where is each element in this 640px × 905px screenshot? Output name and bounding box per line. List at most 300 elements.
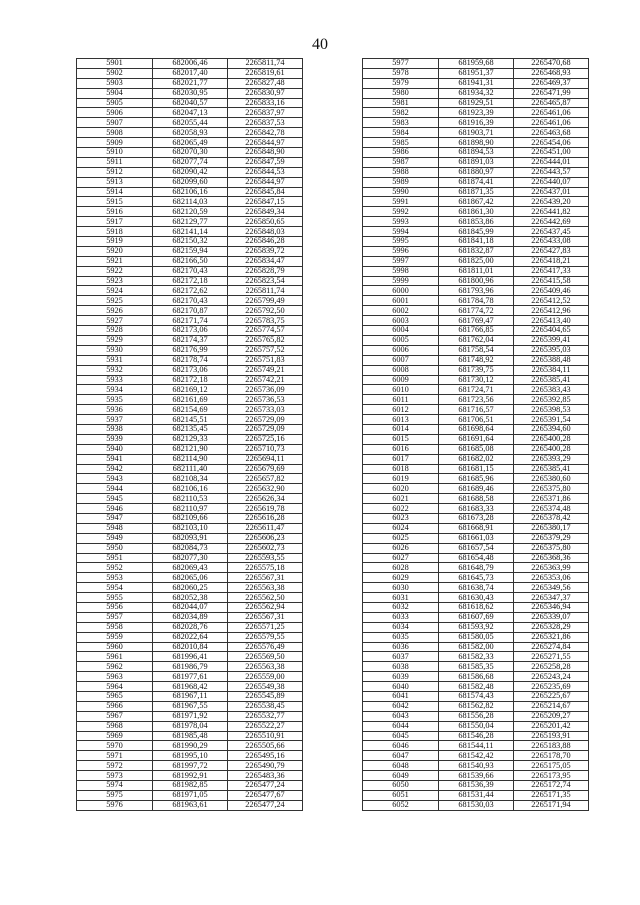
y-coordinate-cell: 2265391,54 — [514, 415, 589, 425]
point-number-cell: 6040 — [363, 682, 439, 692]
point-number-cell: 5964 — [77, 682, 153, 692]
point-number-cell: 5908 — [77, 128, 153, 138]
y-coordinate-cell: 2265616,28 — [228, 513, 303, 523]
table-row — [77, 494, 303, 504]
y-coordinate-cell: 2265328,29 — [514, 622, 589, 632]
x-coordinate-cell: 681916,39 — [439, 118, 514, 128]
x-coordinate-cell: 682047,13 — [153, 108, 228, 118]
y-coordinate-cell: 2265567,31 — [228, 612, 303, 622]
y-coordinate-cell: 2265400,28 — [514, 444, 589, 454]
table-row — [363, 513, 589, 523]
x-coordinate-cell: 681894,53 — [439, 148, 514, 158]
table-row — [77, 118, 303, 128]
table-row — [363, 375, 589, 385]
x-coordinate-cell: 681681,15 — [439, 464, 514, 474]
x-coordinate-cell: 681774,72 — [439, 306, 514, 316]
point-number-cell: 6050 — [363, 781, 439, 791]
point-number-cell: 5946 — [77, 504, 153, 514]
x-coordinate-cell: 681542,42 — [439, 751, 514, 761]
table-row — [77, 365, 303, 375]
y-coordinate-cell: 2265444,01 — [514, 157, 589, 167]
point-number-cell: 6042 — [363, 701, 439, 711]
point-number-cell: 5923 — [77, 276, 153, 286]
table-row — [363, 771, 589, 781]
x-coordinate-cell: 682161,69 — [153, 395, 228, 405]
y-coordinate-cell: 2265833,16 — [228, 98, 303, 108]
x-coordinate-cell: 681691,64 — [439, 434, 514, 444]
table-row — [363, 276, 589, 286]
point-number-cell: 5915 — [77, 197, 153, 207]
point-number-cell: 5973 — [77, 771, 153, 781]
table-row — [77, 672, 303, 682]
point-number-cell: 5914 — [77, 187, 153, 197]
point-number-cell: 6033 — [363, 612, 439, 622]
y-coordinate-cell: 2265811,74 — [228, 59, 303, 69]
table-row — [77, 652, 303, 662]
point-number-cell: 6034 — [363, 622, 439, 632]
point-number-cell: 5919 — [77, 237, 153, 247]
y-coordinate-cell: 2265757,52 — [228, 345, 303, 355]
x-coordinate-cell: 681748,92 — [439, 355, 514, 365]
y-coordinate-cell: 2265823,54 — [228, 276, 303, 286]
x-coordinate-cell: 682172,18 — [153, 375, 228, 385]
y-coordinate-cell: 2265579,55 — [228, 632, 303, 642]
x-coordinate-cell: 682052,38 — [153, 593, 228, 603]
table-row — [77, 553, 303, 563]
point-number-cell: 5999 — [363, 276, 439, 286]
table-row — [363, 622, 589, 632]
y-coordinate-cell: 2265837,53 — [228, 118, 303, 128]
x-coordinate-cell: 681784,78 — [439, 296, 514, 306]
x-coordinate-cell: 681800,96 — [439, 276, 514, 286]
table-row — [77, 276, 303, 286]
table-row — [77, 622, 303, 632]
y-coordinate-cell: 2265847,59 — [228, 157, 303, 167]
x-coordinate-cell: 681688,58 — [439, 494, 514, 504]
table-row — [77, 59, 303, 69]
point-number-cell: 5936 — [77, 405, 153, 415]
y-coordinate-cell: 2265792,50 — [228, 306, 303, 316]
x-coordinate-cell: 681582,33 — [439, 652, 514, 662]
table-row — [77, 177, 303, 187]
x-coordinate-cell: 681683,33 — [439, 504, 514, 514]
table-row — [363, 415, 589, 425]
point-number-cell: 5905 — [77, 98, 153, 108]
point-number-cell: 5989 — [363, 177, 439, 187]
table-row — [363, 197, 589, 207]
x-coordinate-cell: 681995,10 — [153, 751, 228, 761]
table-row — [77, 563, 303, 573]
y-coordinate-cell: 2265845,84 — [228, 187, 303, 197]
point-number-cell: 6032 — [363, 602, 439, 612]
y-coordinate-cell: 2265729,09 — [228, 415, 303, 425]
point-number-cell: 5931 — [77, 355, 153, 365]
y-coordinate-cell: 2265710,73 — [228, 444, 303, 454]
table-row — [77, 543, 303, 553]
table-row — [363, 642, 589, 652]
point-number-cell: 6024 — [363, 523, 439, 533]
point-number-cell: 6043 — [363, 711, 439, 721]
point-number-cell: 5958 — [77, 622, 153, 632]
point-number-cell: 6025 — [363, 533, 439, 543]
point-number-cell: 5948 — [77, 523, 153, 533]
x-coordinate-cell: 681682,02 — [439, 454, 514, 464]
point-number-cell: 6008 — [363, 365, 439, 375]
table-row — [363, 355, 589, 365]
y-coordinate-cell: 2265375,80 — [514, 484, 589, 494]
table-row — [363, 306, 589, 316]
y-coordinate-cell: 2265175,05 — [514, 761, 589, 771]
table-row — [363, 523, 589, 533]
point-number-cell: 6044 — [363, 721, 439, 731]
x-coordinate-cell: 681963,61 — [153, 800, 228, 810]
point-number-cell: 6029 — [363, 573, 439, 583]
x-coordinate-cell: 681951,37 — [439, 68, 514, 78]
x-coordinate-cell: 682030,95 — [153, 88, 228, 98]
table-row — [77, 128, 303, 138]
point-number-cell: 6052 — [363, 800, 439, 810]
x-coordinate-cell: 681556,28 — [439, 711, 514, 721]
table-row — [77, 602, 303, 612]
x-coordinate-cell: 681903,71 — [439, 128, 514, 138]
point-number-cell: 6005 — [363, 335, 439, 345]
table-row — [363, 335, 589, 345]
y-coordinate-cell: 2265844,97 — [228, 177, 303, 187]
y-coordinate-cell: 2265575,18 — [228, 563, 303, 573]
point-number-cell: 6000 — [363, 286, 439, 296]
y-coordinate-cell: 2265490,79 — [228, 761, 303, 771]
y-coordinate-cell: 2265442,69 — [514, 217, 589, 227]
y-coordinate-cell: 2265811,74 — [228, 286, 303, 296]
y-coordinate-cell: 2265384,11 — [514, 365, 589, 375]
y-coordinate-cell: 2265441,82 — [514, 207, 589, 217]
x-coordinate-cell: 682173,06 — [153, 365, 228, 375]
table-row — [77, 326, 303, 336]
y-coordinate-cell: 2265353,06 — [514, 573, 589, 583]
x-coordinate-cell: 681977,61 — [153, 672, 228, 682]
y-coordinate-cell: 2265469,37 — [514, 78, 589, 88]
y-coordinate-cell: 2265225,67 — [514, 692, 589, 702]
x-coordinate-cell: 682159,94 — [153, 246, 228, 256]
point-number-cell: 6021 — [363, 494, 439, 504]
y-coordinate-cell: 2265465,87 — [514, 98, 589, 108]
point-number-cell: 5974 — [77, 781, 153, 791]
x-coordinate-cell: 682173,06 — [153, 326, 228, 336]
table-row — [77, 424, 303, 434]
x-coordinate-cell: 681971,05 — [153, 790, 228, 800]
x-coordinate-cell: 681562,82 — [439, 701, 514, 711]
y-coordinate-cell: 2265172,74 — [514, 781, 589, 791]
x-coordinate-cell: 681871,35 — [439, 187, 514, 197]
point-number-cell: 6026 — [363, 543, 439, 553]
x-coordinate-cell: 681550,04 — [439, 721, 514, 731]
table-row — [77, 345, 303, 355]
y-coordinate-cell: 2265751,83 — [228, 355, 303, 365]
table-row — [77, 632, 303, 642]
table-row — [363, 128, 589, 138]
y-coordinate-cell: 2265178,70 — [514, 751, 589, 761]
y-coordinate-cell: 2265470,68 — [514, 59, 589, 69]
table-row — [77, 316, 303, 326]
y-coordinate-cell: 2265611,47 — [228, 523, 303, 533]
x-coordinate-cell: 681638,74 — [439, 583, 514, 593]
point-number-cell: 6051 — [363, 790, 439, 800]
point-number-cell: 5960 — [77, 642, 153, 652]
point-number-cell: 6047 — [363, 751, 439, 761]
y-coordinate-cell: 2265849,34 — [228, 207, 303, 217]
y-coordinate-cell: 2265532,77 — [228, 711, 303, 721]
y-coordinate-cell: 2265471,99 — [514, 88, 589, 98]
point-number-cell: 5987 — [363, 157, 439, 167]
point-number-cell: 6017 — [363, 454, 439, 464]
table-row — [77, 790, 303, 800]
point-number-cell: 5929 — [77, 335, 153, 345]
point-number-cell: 5950 — [77, 543, 153, 553]
table-row — [363, 266, 589, 276]
x-coordinate-cell: 682021,77 — [153, 78, 228, 88]
table-row — [77, 474, 303, 484]
y-coordinate-cell: 2265183,88 — [514, 741, 589, 751]
table-row — [363, 365, 589, 375]
table-row — [363, 563, 589, 573]
point-number-cell: 5995 — [363, 237, 439, 247]
x-coordinate-cell: 682034,89 — [153, 612, 228, 622]
table-row — [77, 593, 303, 603]
y-coordinate-cell: 2265454,06 — [514, 138, 589, 148]
table-row — [363, 405, 589, 415]
point-number-cell: 5921 — [77, 256, 153, 266]
table-row — [363, 484, 589, 494]
point-number-cell: 6010 — [363, 385, 439, 395]
y-coordinate-cell: 2265819,61 — [228, 68, 303, 78]
y-coordinate-cell: 2265463,68 — [514, 128, 589, 138]
point-number-cell: 6019 — [363, 474, 439, 484]
y-coordinate-cell: 2265694,11 — [228, 454, 303, 464]
x-coordinate-cell: 681607,69 — [439, 612, 514, 622]
x-coordinate-cell: 681661,03 — [439, 533, 514, 543]
table-row — [363, 326, 589, 336]
point-number-cell: 6045 — [363, 731, 439, 741]
table-row — [77, 761, 303, 771]
point-number-cell: 6018 — [363, 464, 439, 474]
x-coordinate-cell: 681593,92 — [439, 622, 514, 632]
x-coordinate-cell: 681630,43 — [439, 593, 514, 603]
table-row — [77, 335, 303, 345]
x-coordinate-cell: 681898,90 — [439, 138, 514, 148]
table-row — [77, 157, 303, 167]
table-row — [363, 553, 589, 563]
x-coordinate-cell: 682106,16 — [153, 187, 228, 197]
x-coordinate-cell: 681968,42 — [153, 682, 228, 692]
point-number-cell: 6014 — [363, 424, 439, 434]
table-row — [363, 504, 589, 514]
x-coordinate-cell: 682169,12 — [153, 385, 228, 395]
point-number-cell: 5935 — [77, 395, 153, 405]
point-number-cell: 5978 — [363, 68, 439, 78]
y-coordinate-cell: 2265388,48 — [514, 355, 589, 365]
x-coordinate-cell: 681618,62 — [439, 602, 514, 612]
x-coordinate-cell: 682028,76 — [153, 622, 228, 632]
point-number-cell: 5944 — [77, 484, 153, 494]
point-number-cell: 5928 — [77, 326, 153, 336]
point-number-cell: 5957 — [77, 612, 153, 622]
table-row — [363, 118, 589, 128]
x-coordinate-cell: 682114,90 — [153, 454, 228, 464]
table-row — [77, 167, 303, 177]
table-row — [77, 434, 303, 444]
x-coordinate-cell: 682110,97 — [153, 504, 228, 514]
y-coordinate-cell: 2265201,42 — [514, 721, 589, 731]
point-number-cell: 5945 — [77, 494, 153, 504]
table-row — [363, 731, 589, 741]
point-number-cell: 6016 — [363, 444, 439, 454]
x-coordinate-cell: 681724,71 — [439, 385, 514, 395]
x-coordinate-cell: 681941,31 — [439, 78, 514, 88]
table-row — [77, 771, 303, 781]
x-coordinate-cell: 682110,53 — [153, 494, 228, 504]
x-coordinate-cell: 681992,91 — [153, 771, 228, 781]
x-coordinate-cell: 682129,33 — [153, 434, 228, 444]
x-coordinate-cell: 681880,97 — [439, 167, 514, 177]
table-row — [363, 345, 589, 355]
y-coordinate-cell: 2265848,03 — [228, 227, 303, 237]
point-number-cell: 6011 — [363, 395, 439, 405]
point-number-cell: 6007 — [363, 355, 439, 365]
x-coordinate-cell: 681544,11 — [439, 741, 514, 751]
x-coordinate-cell: 682178,74 — [153, 355, 228, 365]
table-row — [363, 672, 589, 682]
x-coordinate-cell: 681582,00 — [439, 642, 514, 652]
x-coordinate-cell: 681531,44 — [439, 790, 514, 800]
table-row — [363, 108, 589, 118]
point-number-cell: 5959 — [77, 632, 153, 642]
point-number-cell: 6009 — [363, 375, 439, 385]
point-number-cell: 6012 — [363, 405, 439, 415]
table-row — [363, 662, 589, 672]
point-number-cell: 5992 — [363, 207, 439, 217]
x-coordinate-cell: 681673,28 — [439, 513, 514, 523]
table-row — [77, 612, 303, 622]
x-coordinate-cell: 681959,68 — [439, 59, 514, 69]
point-number-cell: 5901 — [77, 59, 153, 69]
table-row — [77, 533, 303, 543]
table-row — [363, 286, 589, 296]
table-row — [77, 207, 303, 217]
y-coordinate-cell: 2265209,27 — [514, 711, 589, 721]
x-coordinate-cell: 681730,12 — [439, 375, 514, 385]
table-row — [363, 602, 589, 612]
x-coordinate-cell: 681706,51 — [439, 415, 514, 425]
table-row — [363, 177, 589, 187]
y-coordinate-cell: 2265399,41 — [514, 335, 589, 345]
point-number-cell: 5969 — [77, 731, 153, 741]
y-coordinate-cell: 2265538,45 — [228, 701, 303, 711]
table-row — [363, 88, 589, 98]
table-row — [77, 523, 303, 533]
table-row — [363, 246, 589, 256]
point-number-cell: 5918 — [77, 227, 153, 237]
point-number-cell: 5904 — [77, 88, 153, 98]
x-coordinate-cell: 682176,99 — [153, 345, 228, 355]
point-number-cell: 6049 — [363, 771, 439, 781]
point-number-cell: 6006 — [363, 345, 439, 355]
point-number-cell: 5917 — [77, 217, 153, 227]
table-row — [77, 692, 303, 702]
table-row — [363, 148, 589, 158]
y-coordinate-cell: 2265559,00 — [228, 672, 303, 682]
y-coordinate-cell: 2265274,84 — [514, 642, 589, 652]
table-row — [77, 148, 303, 158]
table-row — [363, 652, 589, 662]
table-row — [363, 217, 589, 227]
y-coordinate-cell: 2265850,65 — [228, 217, 303, 227]
x-coordinate-cell: 682129,77 — [153, 217, 228, 227]
table-row — [77, 741, 303, 751]
table-row — [77, 217, 303, 227]
x-coordinate-cell: 681540,93 — [439, 761, 514, 771]
x-coordinate-cell: 681769,47 — [439, 316, 514, 326]
x-coordinate-cell: 681793,96 — [439, 286, 514, 296]
table-row — [77, 286, 303, 296]
coordinates-table-right — [362, 58, 589, 811]
table-row — [77, 573, 303, 583]
x-coordinate-cell: 681867,42 — [439, 197, 514, 207]
x-coordinate-cell: 681645,73 — [439, 573, 514, 583]
y-coordinate-cell: 2265567,31 — [228, 573, 303, 583]
y-coordinate-cell: 2265379,29 — [514, 533, 589, 543]
x-coordinate-cell: 681825,00 — [439, 256, 514, 266]
point-number-cell: 5962 — [77, 662, 153, 672]
y-coordinate-cell: 2265593,55 — [228, 553, 303, 563]
table-row — [77, 513, 303, 523]
y-coordinate-cell: 2265243,24 — [514, 672, 589, 682]
point-number-cell: 6022 — [363, 504, 439, 514]
x-coordinate-cell: 681585,35 — [439, 662, 514, 672]
y-coordinate-cell: 2265409,46 — [514, 286, 589, 296]
point-number-cell: 5932 — [77, 365, 153, 375]
x-coordinate-cell: 681986,79 — [153, 662, 228, 672]
y-coordinate-cell: 2265571,25 — [228, 622, 303, 632]
x-coordinate-cell: 682022,64 — [153, 632, 228, 642]
y-coordinate-cell: 2265404,65 — [514, 326, 589, 336]
point-number-cell: 5956 — [77, 602, 153, 612]
point-number-cell: 5988 — [363, 167, 439, 177]
table-row — [77, 504, 303, 514]
y-coordinate-cell: 2265378,42 — [514, 513, 589, 523]
y-coordinate-cell: 2265830,97 — [228, 88, 303, 98]
y-coordinate-cell: 2265368,36 — [514, 553, 589, 563]
y-coordinate-cell: 2265495,16 — [228, 751, 303, 761]
x-coordinate-cell: 681698,64 — [439, 424, 514, 434]
table-row — [77, 296, 303, 306]
y-coordinate-cell: 2265576,49 — [228, 642, 303, 652]
table-row — [363, 790, 589, 800]
table-row — [363, 316, 589, 326]
x-coordinate-cell: 682084,73 — [153, 543, 228, 553]
coordinates-table-left — [76, 58, 303, 811]
point-number-cell: 5984 — [363, 128, 439, 138]
x-coordinate-cell: 682090,42 — [153, 167, 228, 177]
table-row — [363, 682, 589, 692]
table-row — [77, 731, 303, 741]
y-coordinate-cell: 2265839,72 — [228, 246, 303, 256]
point-number-cell: 6015 — [363, 434, 439, 444]
table-row — [77, 197, 303, 207]
table-row — [77, 266, 303, 276]
y-coordinate-cell: 2265461,06 — [514, 118, 589, 128]
x-coordinate-cell: 681967,55 — [153, 701, 228, 711]
x-coordinate-cell: 682150,32 — [153, 237, 228, 247]
